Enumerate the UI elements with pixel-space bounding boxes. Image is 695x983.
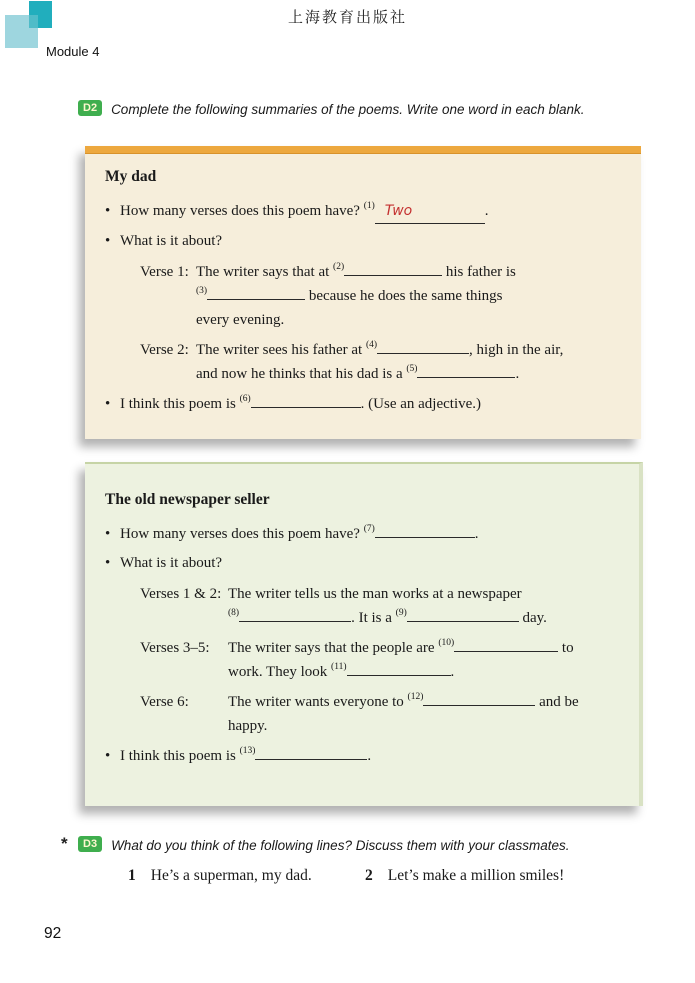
poem2-verses12-line1 xyxy=(228,582,625,606)
poem2-verses35-label: Verses 3–5: xyxy=(140,640,210,656)
bullet-marker xyxy=(105,522,120,546)
text-segment: his father is xyxy=(445,264,516,280)
text-segment: . xyxy=(450,664,455,680)
poem1-question-verses xyxy=(105,199,623,224)
text-segment: and now he thinks that his dad is a xyxy=(196,366,403,382)
text-segment: to xyxy=(561,640,574,656)
poem2-verses35-line2 xyxy=(228,660,625,684)
blank-number-3: (3) xyxy=(196,286,208,296)
text-segment: , high in the air, xyxy=(469,342,564,358)
poem1-verse1-label: Verse 1: xyxy=(140,264,189,280)
text-segment: The writer sees his father at xyxy=(196,342,363,358)
poem-summary-card-newspaper-seller xyxy=(85,462,643,806)
d3-item-2 xyxy=(365,865,564,886)
poem1-q1-text: How many verses does this poem have? xyxy=(120,203,360,219)
bullet-marker xyxy=(105,744,120,768)
text-segment: day. xyxy=(522,610,547,626)
blank-1 xyxy=(375,199,485,224)
text-segment: The writer says that at xyxy=(196,264,330,280)
blank-4 xyxy=(377,339,469,354)
poem-summary-card-my-dad xyxy=(85,146,641,439)
text-segment: every evening. xyxy=(196,312,285,328)
blank-number-11: (11) xyxy=(331,662,347,672)
bullet-marker xyxy=(105,199,120,224)
activity-d2-heading xyxy=(78,100,663,118)
poem1-verse2-row xyxy=(140,338,623,386)
poem2-question-about xyxy=(105,551,625,575)
blank-3 xyxy=(207,285,305,300)
text-segment: I think this poem is xyxy=(120,396,236,412)
text-segment: and be xyxy=(539,694,579,710)
poem2-verses12-line2 xyxy=(228,606,625,630)
activity-d3-instruction: What do you think of the following lines? Discuss them with your classmates. xyxy=(111,838,570,853)
d3-item-1-number: 1 xyxy=(128,867,136,884)
activity-d3-heading xyxy=(78,836,678,854)
blank-2 xyxy=(344,261,442,276)
d3-item-1 xyxy=(128,865,365,886)
page-number: 92 xyxy=(44,925,62,942)
text-segment: The writer tells us the man works at a newspaper xyxy=(228,586,522,602)
poem2-verses12-row xyxy=(140,582,625,630)
poem1-title: My dad xyxy=(105,168,157,185)
text-segment: because he does the same things xyxy=(308,288,503,304)
blank-number-10: (10) xyxy=(438,638,455,648)
optional-activity-star: * xyxy=(61,834,68,853)
text-segment: The writer wants everyone to xyxy=(228,694,404,710)
poem1-verse2-line1 xyxy=(196,338,623,362)
poem2-q2-text: What is it about? xyxy=(120,555,223,571)
blank-10 xyxy=(454,637,558,652)
blank-8 xyxy=(239,607,351,622)
text-segment: . (Use an adjective.) xyxy=(360,396,482,412)
blank-number-9: (9) xyxy=(395,608,407,618)
activity-d3-items xyxy=(128,865,564,886)
text-segment: work. They look xyxy=(228,664,328,680)
module-label: Module 4 xyxy=(46,44,100,59)
text-segment: I think this poem is xyxy=(120,748,236,764)
blank-6 xyxy=(251,393,361,408)
blank-number-12: (12) xyxy=(407,692,424,702)
d3-item-1-text: He’s a superman, my dad. xyxy=(150,867,312,884)
poem2-question-verses xyxy=(105,522,625,546)
blank-number-1: (1) xyxy=(363,201,375,211)
blank-number-6: (6) xyxy=(239,394,251,404)
text-segment: . It is a xyxy=(351,610,392,626)
blank-12 xyxy=(423,691,535,706)
poem1-verse1-line1 xyxy=(196,260,623,284)
poem2-q1-text: How many verses does this poem have? xyxy=(120,526,360,542)
text-segment: happy. xyxy=(228,718,268,734)
poem1-question-about xyxy=(105,229,623,253)
poem2-verses35-line1 xyxy=(228,636,625,660)
blank-5 xyxy=(417,363,515,378)
activity-d3-badge: D3 xyxy=(78,836,102,852)
d3-item-2-number: 2 xyxy=(365,867,373,884)
blank-1-answer: Two xyxy=(384,203,413,219)
poem1-verse1-line2 xyxy=(196,284,623,308)
poem2-verses35-row xyxy=(140,636,625,684)
blank-13 xyxy=(255,745,367,760)
poem2-verse6-line2 xyxy=(228,714,625,738)
poem1-verse1-row xyxy=(140,260,623,332)
poem2-verse6-row xyxy=(140,690,625,738)
text-segment: The writer says that the people are xyxy=(228,640,435,656)
bullet-marker xyxy=(105,392,120,416)
poem1-opinion-row xyxy=(105,392,623,416)
publisher-title: 上海教育出版社 xyxy=(287,10,407,26)
activity-d2-badge: D2 xyxy=(78,100,102,116)
blank-11 xyxy=(347,661,451,676)
d3-item-2-text: Let’s make a million smiles! xyxy=(387,867,565,884)
text-segment: . xyxy=(515,366,520,382)
poem2-title: The old newspaper seller xyxy=(105,491,270,508)
poem2-q1-end: . xyxy=(474,526,479,542)
blank-number-5: (5) xyxy=(406,364,418,374)
poem1-verse2-line2 xyxy=(196,362,623,386)
poem2-verse6-label: Verse 6: xyxy=(140,694,189,710)
blank-number-13: (13) xyxy=(239,746,256,756)
blank-number-4: (4) xyxy=(365,340,378,350)
poem1-q1-end: . xyxy=(484,203,489,219)
poem1-verse1-line3 xyxy=(196,308,623,332)
poem1-q2-text: What is it about? xyxy=(120,233,223,249)
blank-number-8: (8) xyxy=(228,608,240,618)
bullet-marker xyxy=(105,551,120,575)
bullet-marker xyxy=(105,229,120,253)
blank-7 xyxy=(375,523,475,538)
blank-number-7: (7) xyxy=(363,524,375,534)
text-segment: . xyxy=(367,748,372,764)
blank-number-2: (2) xyxy=(333,262,345,272)
blank-9 xyxy=(407,607,519,622)
poem1-verse2-label: Verse 2: xyxy=(140,342,189,358)
card-accent-bar xyxy=(85,146,641,154)
activity-d2-instruction: Complete the following summaries of the poems. Write one word in each blank. xyxy=(111,102,585,117)
poem2-verses12-label: Verses 1 & 2: xyxy=(140,586,222,602)
poem2-verse6-line1 xyxy=(228,690,625,714)
poem2-opinion-row xyxy=(105,744,625,768)
